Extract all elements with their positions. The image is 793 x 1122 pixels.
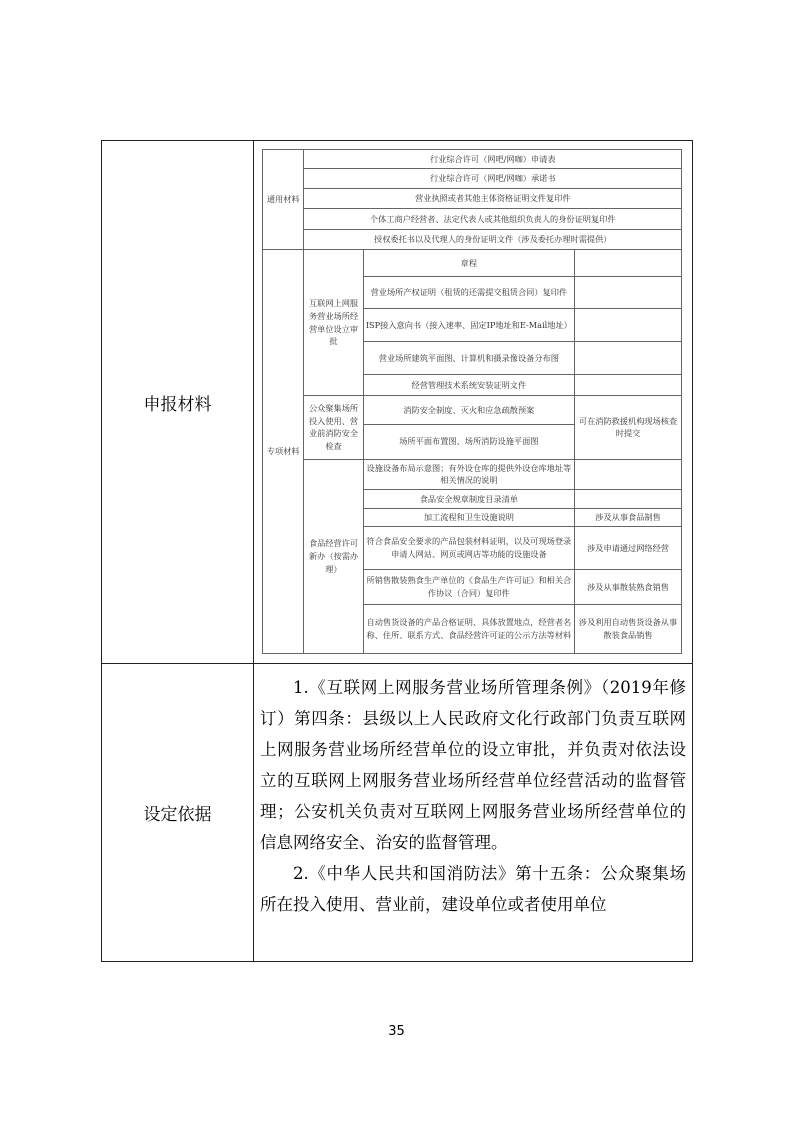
material-note: 涉及从事食品制售 xyxy=(575,508,682,526)
material-note xyxy=(575,459,682,490)
general-item: 行业综合许可（网吧/网咖）申请表 xyxy=(304,150,682,169)
general-item: 营业执照或者其他主体资格证明文件复印件 xyxy=(304,188,682,208)
material-note xyxy=(575,276,682,309)
material-note xyxy=(575,250,682,277)
material-item: 经营管理技术系统安装证明文件 xyxy=(363,374,575,395)
special-label: 专项材料 xyxy=(263,250,304,654)
material-note: 涉及申请通过网络经营 xyxy=(575,527,682,570)
basis-label: 设定依据 xyxy=(102,664,254,962)
material-note: 涉及从事散装熟食销售 xyxy=(575,570,682,605)
material-note xyxy=(575,309,682,342)
material-note xyxy=(575,374,682,395)
material-item: 场所平面布置图、场所消防设施平面图 xyxy=(363,424,575,459)
basis-paragraph-2: 2.《中华人民共和国消防法》第十五条：公众聚集场所在投入使用、营业前，建设单位或者使用单位 xyxy=(260,864,686,914)
general-label: 通用材料 xyxy=(263,150,304,250)
material-item: 营业场所产权证明（租赁的还需提交租赁合同）复印件 xyxy=(363,276,575,309)
material-item: 食品安全规章制度目录清单 xyxy=(363,490,575,508)
material-note xyxy=(575,342,682,375)
material-note: 涉及利用自动售货设备从事散装食品销售 xyxy=(575,604,682,653)
material-item: ISP接入意向书（接入速率、固定IP地址和E-Mail地址） xyxy=(363,309,575,342)
material-item: 设施设备布局示意图；有外设仓库的提供外设仓库地址等相关情况的说明 xyxy=(363,459,575,490)
material-item: 自动售货设备的产品合格证明、具体放置地点，经营者名称、住所、联系方式、食品经营许可证的公示方法等材料 xyxy=(363,604,575,653)
material-item: 符合食品安全要求的产品包装材料证明，以及可现场登录申请人网站、网页或网店等功能的设施设备 xyxy=(363,527,575,570)
group-name: 食品经营许可新办（按需办理） xyxy=(304,459,363,653)
basis-cell xyxy=(254,664,693,962)
material-item: 所销售散装熟食生产单位的《食品生产许可证》和相关合作协议（合同）复印件 xyxy=(363,570,575,605)
group-name: 互联网上网服务营业场所经营单位设立审批 xyxy=(304,250,363,396)
material-item: 营业场所建筑平面图、计算机和摄录像设备分布图 xyxy=(363,342,575,375)
materials-table xyxy=(262,149,682,654)
materials-cell xyxy=(254,141,693,664)
main-form-table xyxy=(101,140,693,962)
material-note xyxy=(575,490,682,508)
general-item: 个体工商户经营者、法定代表人或其他组织负责人的身份证明复印件 xyxy=(304,209,682,229)
materials-label: 申报材料 xyxy=(102,141,254,664)
basis-paragraph-1: 1.《互联网上网服务营业场所管理条例》（2019年修订）第四条：县级以上人民政府文化行政部门负责互联网上网服务营业场所经营单位的设立审批，并负责对依法设立的互联网上网服务营业场所经营单位经营活动的监督管理；公安机关负责对互联网上网服务营业场所经营单位的信息网络安全、治安的监督管理。 xyxy=(260,678,686,852)
general-item: 行业综合许可（网吧/网咖）承诺书 xyxy=(304,169,682,188)
general-item: 授权委托书以及代理人的身份证明文件（涉及委托办理时需提供） xyxy=(304,229,682,249)
material-item: 加工流程和卫生设施说明 xyxy=(363,508,575,526)
group-name: 公众聚集场所投入使用、营业前消防安全检查 xyxy=(304,396,363,459)
page-number: 35 xyxy=(388,1024,405,1039)
material-note: 可在消防救援机构现场核查时提交 xyxy=(575,396,682,459)
material-item: 章程 xyxy=(363,250,575,277)
basis-text xyxy=(254,664,692,920)
material-item: 消防安全制度、灭火和应急疏散预案 xyxy=(363,396,575,425)
